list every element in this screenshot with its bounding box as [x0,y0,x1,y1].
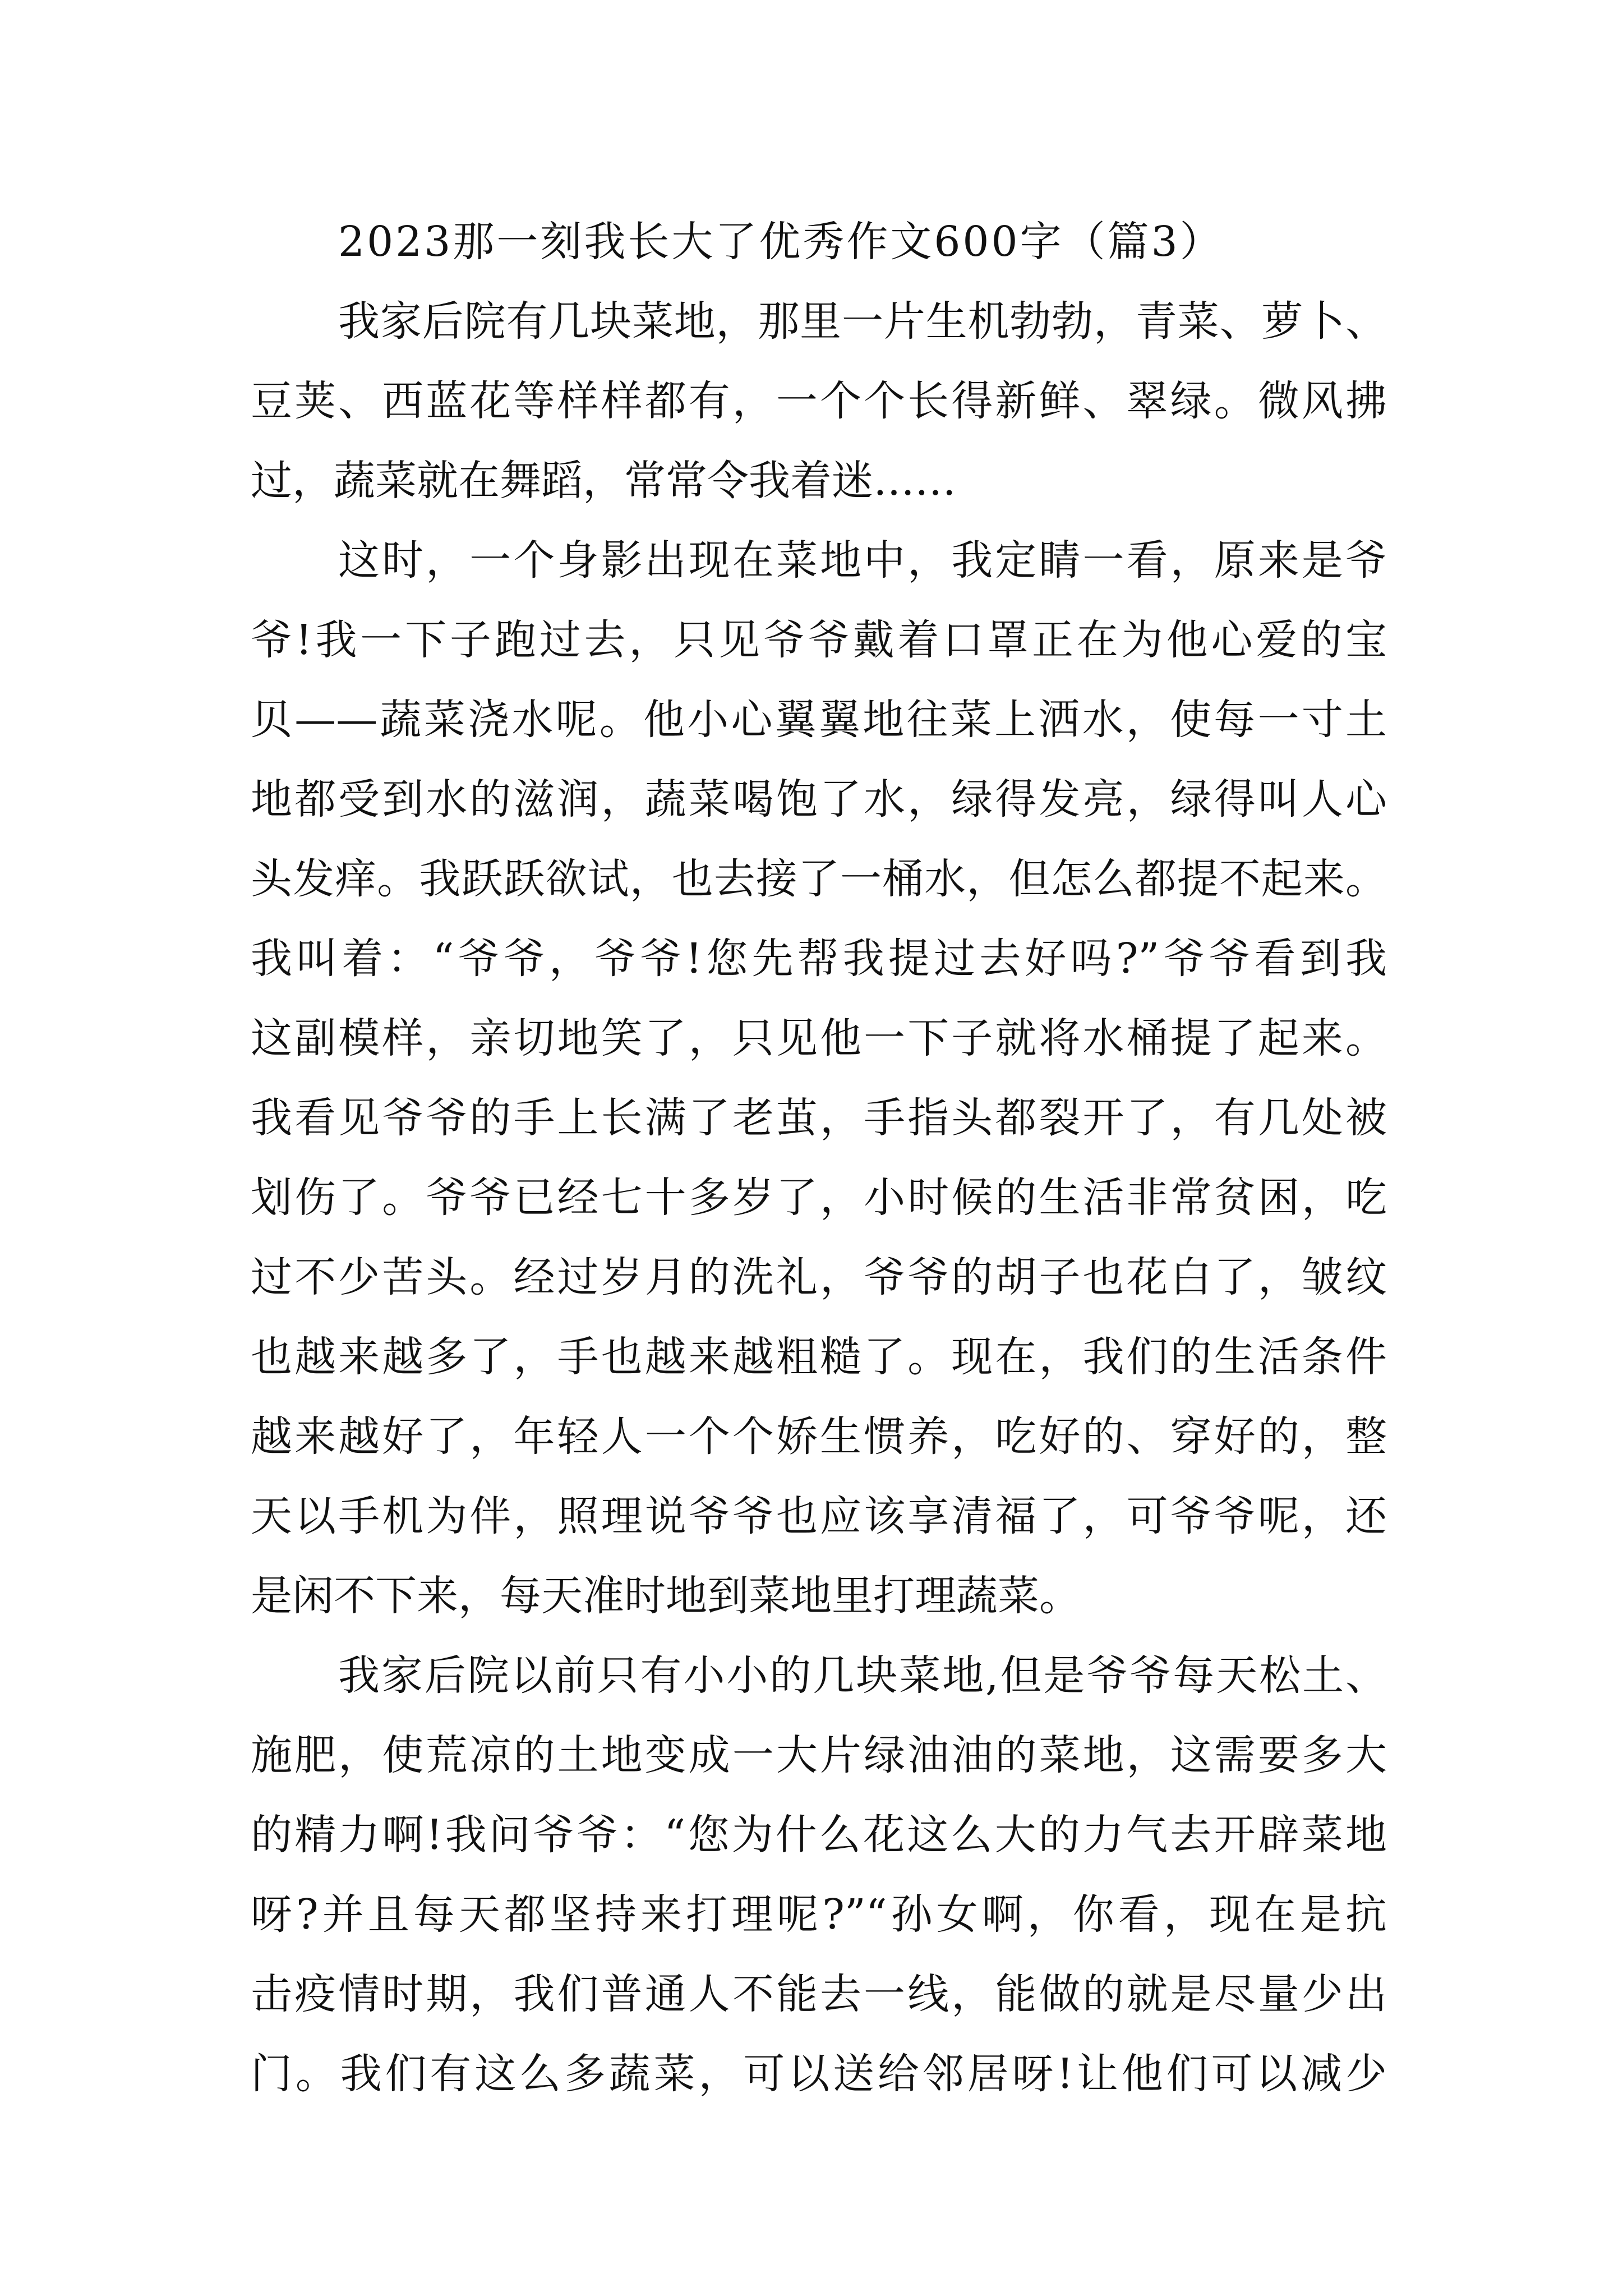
text-line: 越来越好了，年轻人一个个娇生惯养，吃好的、穿好的，整 [251,1412,1387,1461]
text-line: 我看见爷爷的手上长满了老茧，手指头都裂开了，有几处被 [251,1094,1387,1142]
text-line: 这时，一个身影出现在菜地中，我定睛一看，原来是爷 [338,536,1387,585]
text-line: 过，蔬菜就在舞蹈，常常令我着迷…… [251,457,956,505]
text-line: 地都受到水的滋润，蔬菜喝饱了水，绿得发亮，绿得叫人心 [251,775,1387,823]
text-line: 过不少苦头。经过岁月的洗礼，爷爷的胡子也花白了，皱纹 [251,1253,1387,1301]
text-line: 我家后院有几块菜地，那里一片生机勃勃，青菜、萝卜、 [338,297,1387,346]
text-line: 天以手机为伴，照理说爷爷也应该享清福了，可爷爷呢，还 [251,1492,1387,1540]
text-line: 也越来越多了，手也越来越粗糙了。现在，我们的生活条件 [251,1333,1387,1381]
text-line: 我叫着：“爷爷，爷爷!您先帮我提过去好吗?”爷爷看到我 [251,935,1387,983]
text-line: 爷!我一下子跑过去，只见爷爷戴着口罩正在为他心爱的宝 [251,616,1387,664]
text-line: 是闲不下来，每天准时地到菜地里打理蔬菜。 [251,1572,1081,1620]
text-line: 豆荚、西蓝花等样样都有，一个个长得新鲜、翠绿。微风拂 [251,377,1387,425]
text-line: 呀?并且每天都坚持来打理呢?”“孙女啊，你看，现在是抗 [251,1890,1387,1939]
text-line: 我家后院以前只有小小的几块菜地,但是爷爷每天松土、 [338,1651,1387,1700]
paragraph [251,521,1387,1636]
text-line: 划伤了。爷爷已经七十多岁了，小时候的生活非常贫困，吃 [251,1174,1387,1222]
text-line: 施肥，使荒凉的土地变成一大片绿油油的菜地，这需要多大 [251,1731,1387,1779]
text-line: 这副模样，亲切地笑了，只见他一下子就将水桶提了起来。 [251,1014,1387,1062]
document-title: 2023那一刻我长大了优秀作文600字（篇3） [338,218,1224,266]
text-line: 门。我们有这么多蔬菜，可以送给邻居呀!让他们可以减少 [251,2050,1387,2098]
text-line: 贝——蔬菜浇水呢。他小心翼翼地往菜上洒水，使每一寸土 [251,696,1387,744]
text-line: 的精力啊!我问爷爷：“您为什么花这么大的力气去开辟菜地 [251,1811,1387,1859]
text-line: 击疫情时期，我们普通人不能去一线，能做的就是尽量少出 [251,1970,1387,2018]
document-page [251,202,1387,2114]
paragraph [251,1636,1387,2114]
text-line: 头发痒。我跃跃欲试，也去接了一桶水，但怎么都提不起来。 [251,855,1387,903]
paragraph [251,282,1387,521]
